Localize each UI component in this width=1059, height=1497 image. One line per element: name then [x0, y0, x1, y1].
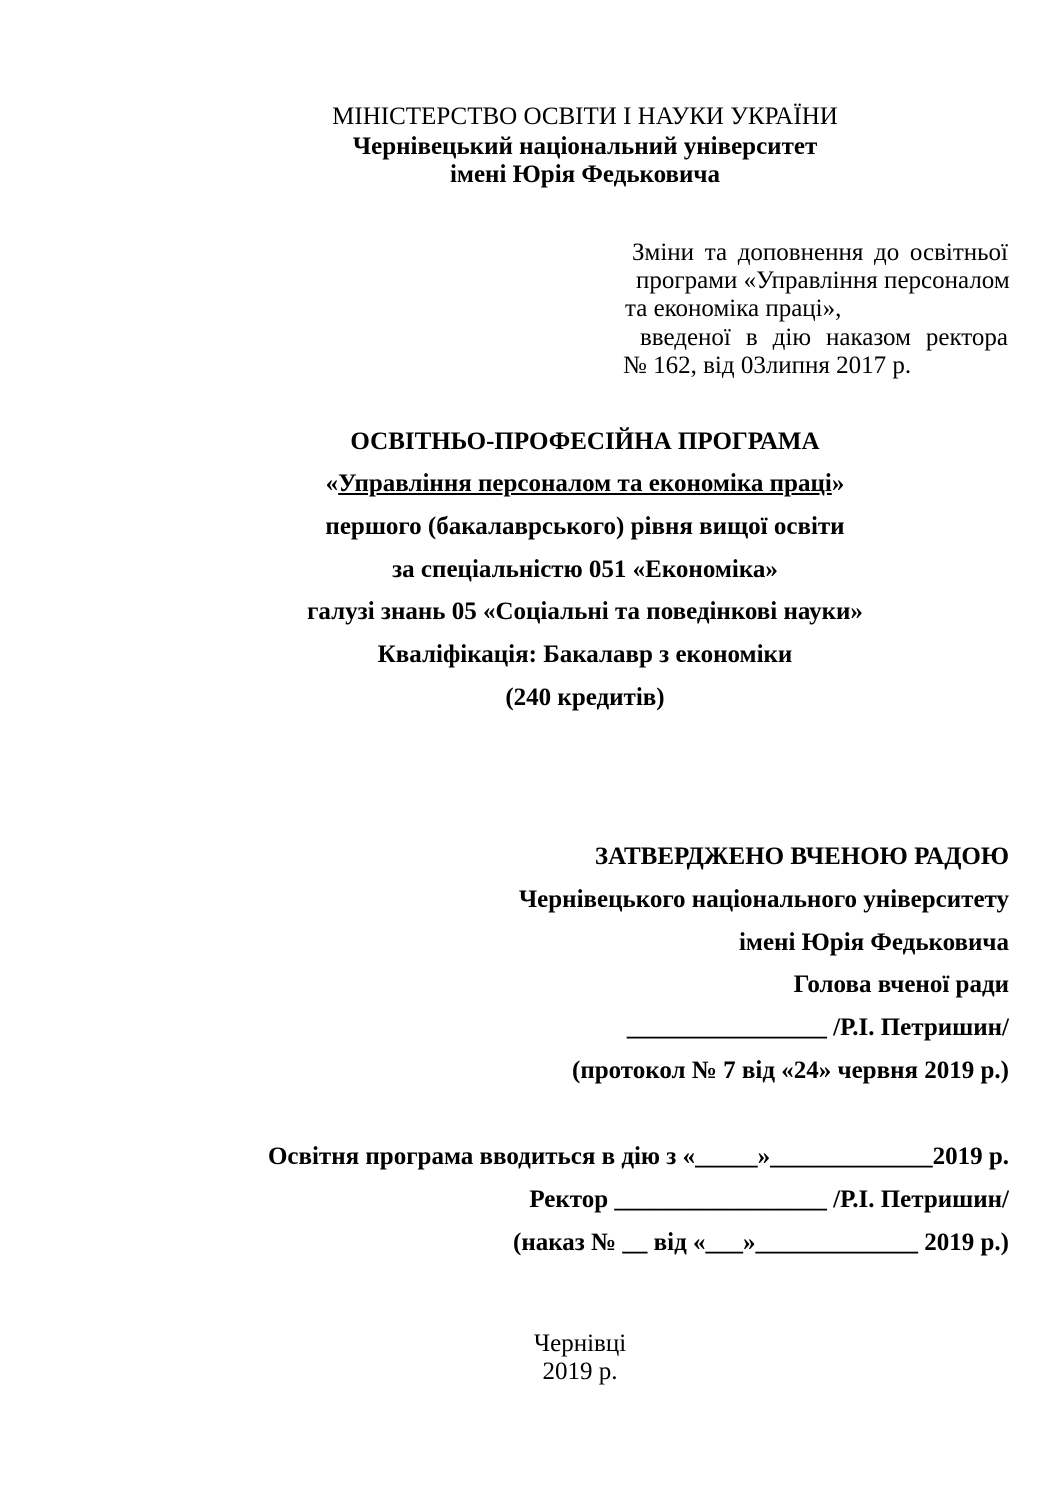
approval-protocol: (протокол № 7 від «24» червня 2019 р.)	[572, 1057, 1009, 1084]
approval-heading: ЗАТВЕРДЖЕНО ВЧЕНОЮ РАДОЮ	[594, 843, 1009, 870]
ministry-title: МІНІСТЕРСТВО ОСВІТИ І НАУКИ УКРАЇНИ	[332, 103, 838, 130]
approval-named-after: імені Юрія Федьковича	[738, 929, 1009, 956]
program-specialty: за спеціальністю 051 «Економіка»	[392, 556, 778, 583]
approval-university: Чернівецького національного університету	[518, 886, 1009, 913]
amendment-line-5: № 162, від 03липня 2017 р.	[623, 352, 912, 379]
enactment-order: (наказ № __ від «___»_____________ 2019 р.)	[513, 1229, 1009, 1256]
approval-signature: ________________ /Р.І. Петришин/	[626, 1014, 1009, 1041]
program-qualification: Кваліфікація: Бакалавр з економіки	[377, 641, 793, 668]
program-level: першого (бакалаврського) рівня вищої освіти	[325, 513, 845, 540]
program-name: «Управління персоналом та економіка праці»	[325, 470, 845, 497]
amendment-line-1: Зміни та доповнення до освітньої	[632, 239, 1008, 266]
approval-chair: Голова вченої ради	[793, 971, 1009, 998]
university-named-after: імені Юрія Федьковича	[449, 161, 720, 188]
program-credits: (240 кредитів)	[505, 684, 665, 711]
university-name: Чернівецький національний університет	[352, 133, 818, 160]
amendment-line-3: та економіка праці»,	[625, 295, 842, 322]
amendment-line-4: введеної в дію наказом ректора	[640, 324, 1008, 351]
program-type: ОСВІТНЬО-ПРОФЕСІЙНА ПРОГРАМА	[350, 428, 820, 455]
enactment-rector-signature: Ректор _________________ /Р.І. Петришин/	[529, 1186, 1009, 1213]
program-field: галузі знань 05 «Соціальні та поведінкові науки»	[307, 598, 863, 625]
footer-year: 2019 р.	[542, 1358, 618, 1385]
footer-city: Чернівці	[533, 1330, 627, 1357]
amendment-line-2: програми «Управління персоналом	[636, 267, 1010, 294]
enactment-effective-date: Освітня програма вводиться в дію з «_____»_____________2019 р.	[267, 1143, 1009, 1170]
